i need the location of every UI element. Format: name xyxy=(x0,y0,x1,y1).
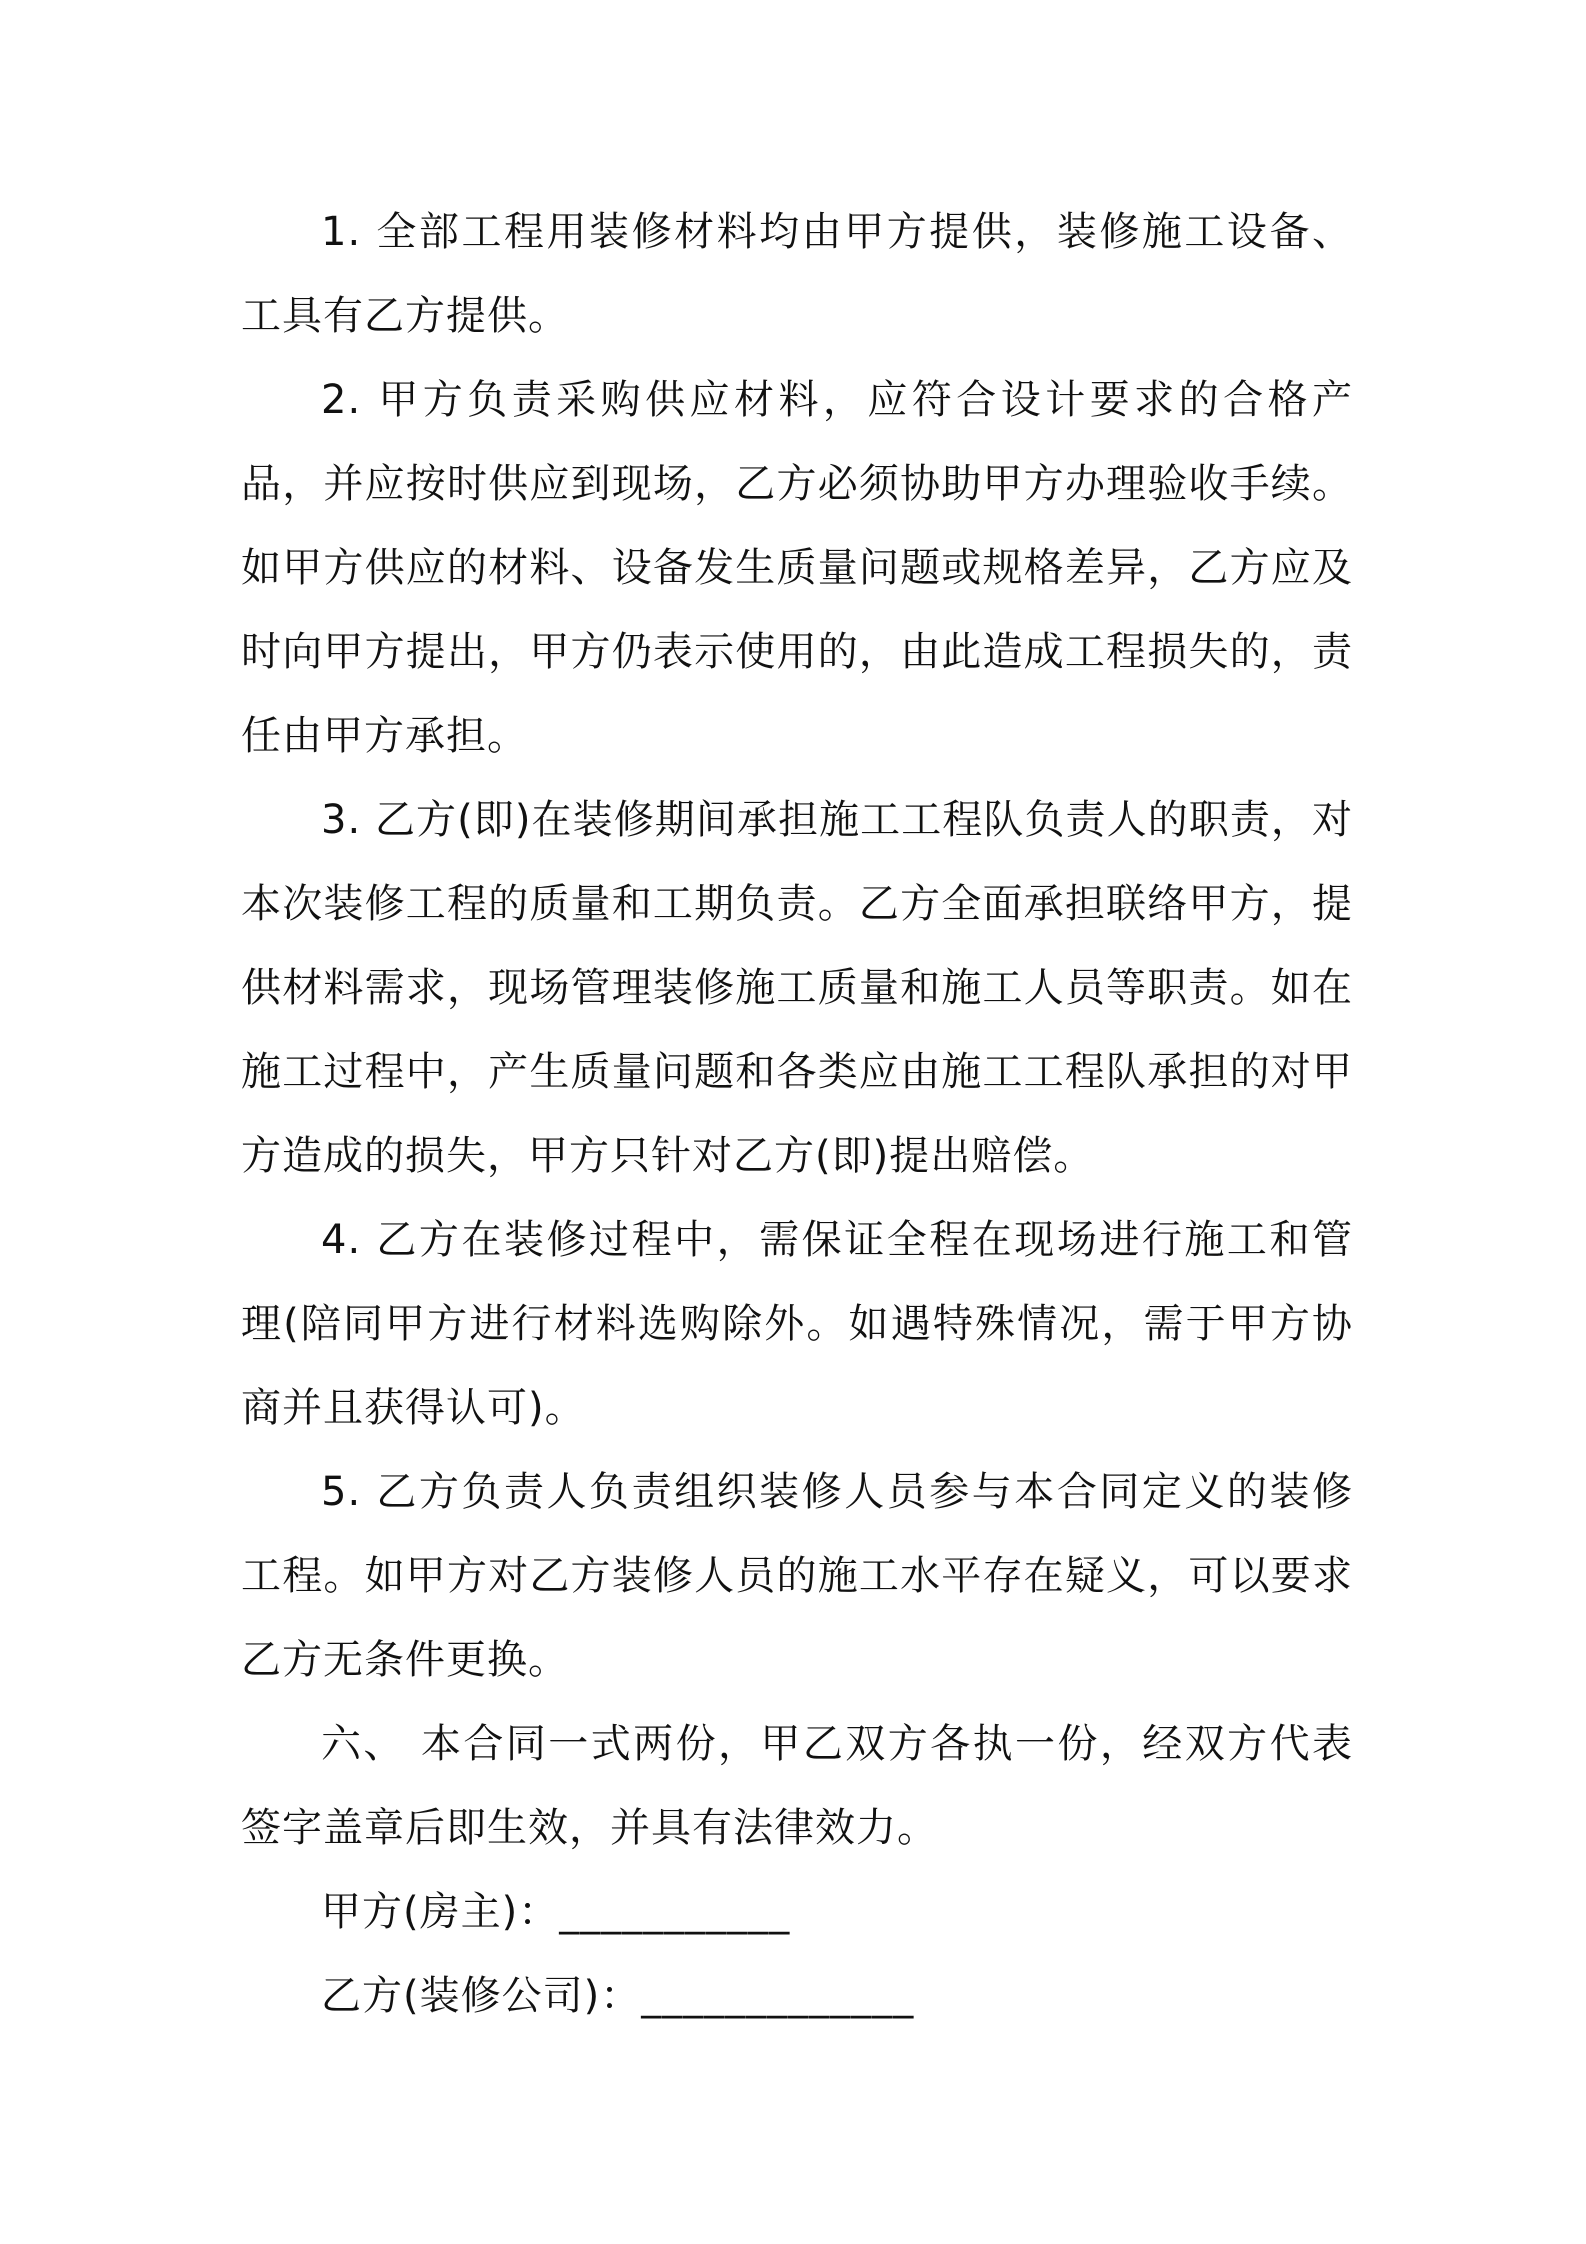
document-body xyxy=(241,190,1353,2038)
party-a-signature-line: 甲方(房主)：___________ xyxy=(321,1889,791,1935)
clause-2: 2. 甲方负责采购供应材料，应符合设计要求的合格产品，并应按时供应到现场，乙方必须协助甲方办理验收手续。如甲方供应的材料、设备发生质量问题或规格差异，乙方应及时向甲方提出，甲方仍表示使用的，由此造成工程损失的，责任由甲方承担。 xyxy=(241,377,1353,759)
party-b-signature-line: 乙方(装修公司)：_____________ xyxy=(321,1973,915,2019)
section-six: 六、 本合同一式两份，甲乙双方各执一份，经双方代表签字盖章后即生效，并具有法律效力。 xyxy=(241,1721,1353,1851)
clause-3: 3. 乙方(即)在装修期间承担施工工程队负责人的职责，对本次装修工程的质量和工期负责。乙方全面承担联络甲方，提供材料需求，现场管理装修施工质量和施工人员等职责。如在施工过程中，产生质量问题和各类应由施工工程队承担的对甲方造成的损失，甲方只针对乙方(即)提出赔偿。 xyxy=(241,797,1353,1179)
clause-4: 4. 乙方在装修过程中，需保证全程在现场进行施工和管理(陪同甲方进行材料选购除外。如遇特殊情况，需于甲方协商并且获得认可)。 xyxy=(241,1217,1353,1431)
clause-1: 1. 全部工程用装修材料均由甲方提供，装修施工设备、工具有乙方提供。 xyxy=(241,209,1353,339)
clause-5: 5. 乙方负责人负责组织装修人员参与本合同定义的装修工程。如甲方对乙方装修人员的施工水平存在疑义，可以要求乙方无条件更换。 xyxy=(241,1469,1353,1683)
